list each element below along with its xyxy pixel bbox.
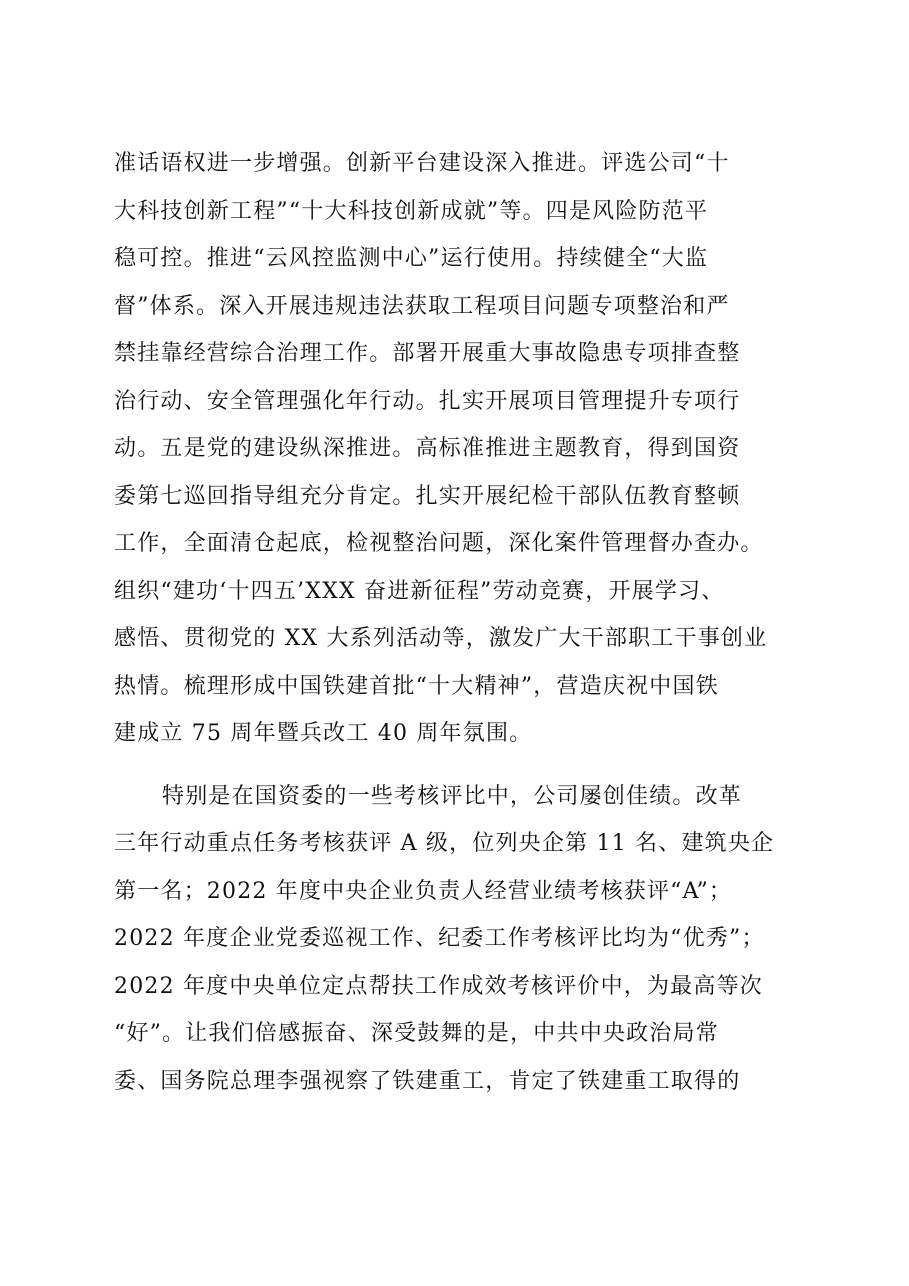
text-line: 组织“建功‘十四五’XXX 奋进新征程”劳动竞赛，开展学习、	[114, 578, 725, 604]
paragraph-1	[114, 140, 804, 758]
text-line: “好”。让我们倍感振奋、深受鼓舞的是，中共中央政治局常	[114, 1021, 719, 1046]
text-line: 工作，全面清仓起底，检视整治问题，深化案件管理督办查办。	[114, 531, 764, 556]
text-line: 委第七巡回指导组充分肯定。扎实开展纪检干部队伍教育整顿	[114, 483, 741, 509]
text-line: 稳可控。推进“云风控监测中心”运行使用。持续健全“大监	[114, 246, 709, 271]
text-line: 治行动、安全管理强化年行动。扎实开展项目管理提升专项行	[114, 388, 741, 414]
text-line: 感悟、贯彻党的 XX 大系列活动等，激发广大干部职工干事创业	[114, 626, 768, 651]
text-line: 三年行动重点任务考核获评 A 级，位列央企第 11 名、建筑央企	[114, 831, 775, 856]
paragraph-spacer	[114, 758, 804, 773]
text-line: 热情。梳理形成中国铁建首批“十大精神”，营造庆祝中国铁	[114, 673, 719, 699]
text-line: 禁挂靠经营综合治理工作。部署开展重大事故隐患专项排查整	[114, 341, 741, 366]
document-body	[114, 140, 804, 1105]
text-line: 第一名；2022 年度中央企业负责人经营业绩考核获评“A”；	[114, 878, 733, 904]
text-line: 2022 年度企业党委巡视工作、纪委工作考核评比均为“优秀”；	[114, 926, 765, 951]
text-line: 动。五是党的建设纵深推进。高标准推进主题教育，得到国资	[114, 436, 741, 461]
text-line: 大科技创新工程”“十大科技创新成就”等。四是风险防范平	[114, 198, 709, 224]
paragraph-2	[114, 773, 804, 1106]
text-line: 2022 年度中央单位定点帮扶工作成效考核评价中，为最高等次	[114, 973, 763, 999]
text-line: 准话语权进一步增强。创新平台建设深入推进。评选公司“十	[114, 151, 730, 176]
text-line: 特别是在国资委的一些考核评比中，公司屡创佳绩。改革	[162, 783, 743, 809]
text-line: 督”体系。深入开展违规违法获取工程项目问题专项整治和严	[114, 293, 730, 319]
text-line: 委、国务院总理李强视察了铁建重工，肯定了铁建重工取得的	[114, 1068, 741, 1094]
text-line: 建成立 75 周年暨兵改工 40 周年氛围。	[114, 721, 533, 746]
